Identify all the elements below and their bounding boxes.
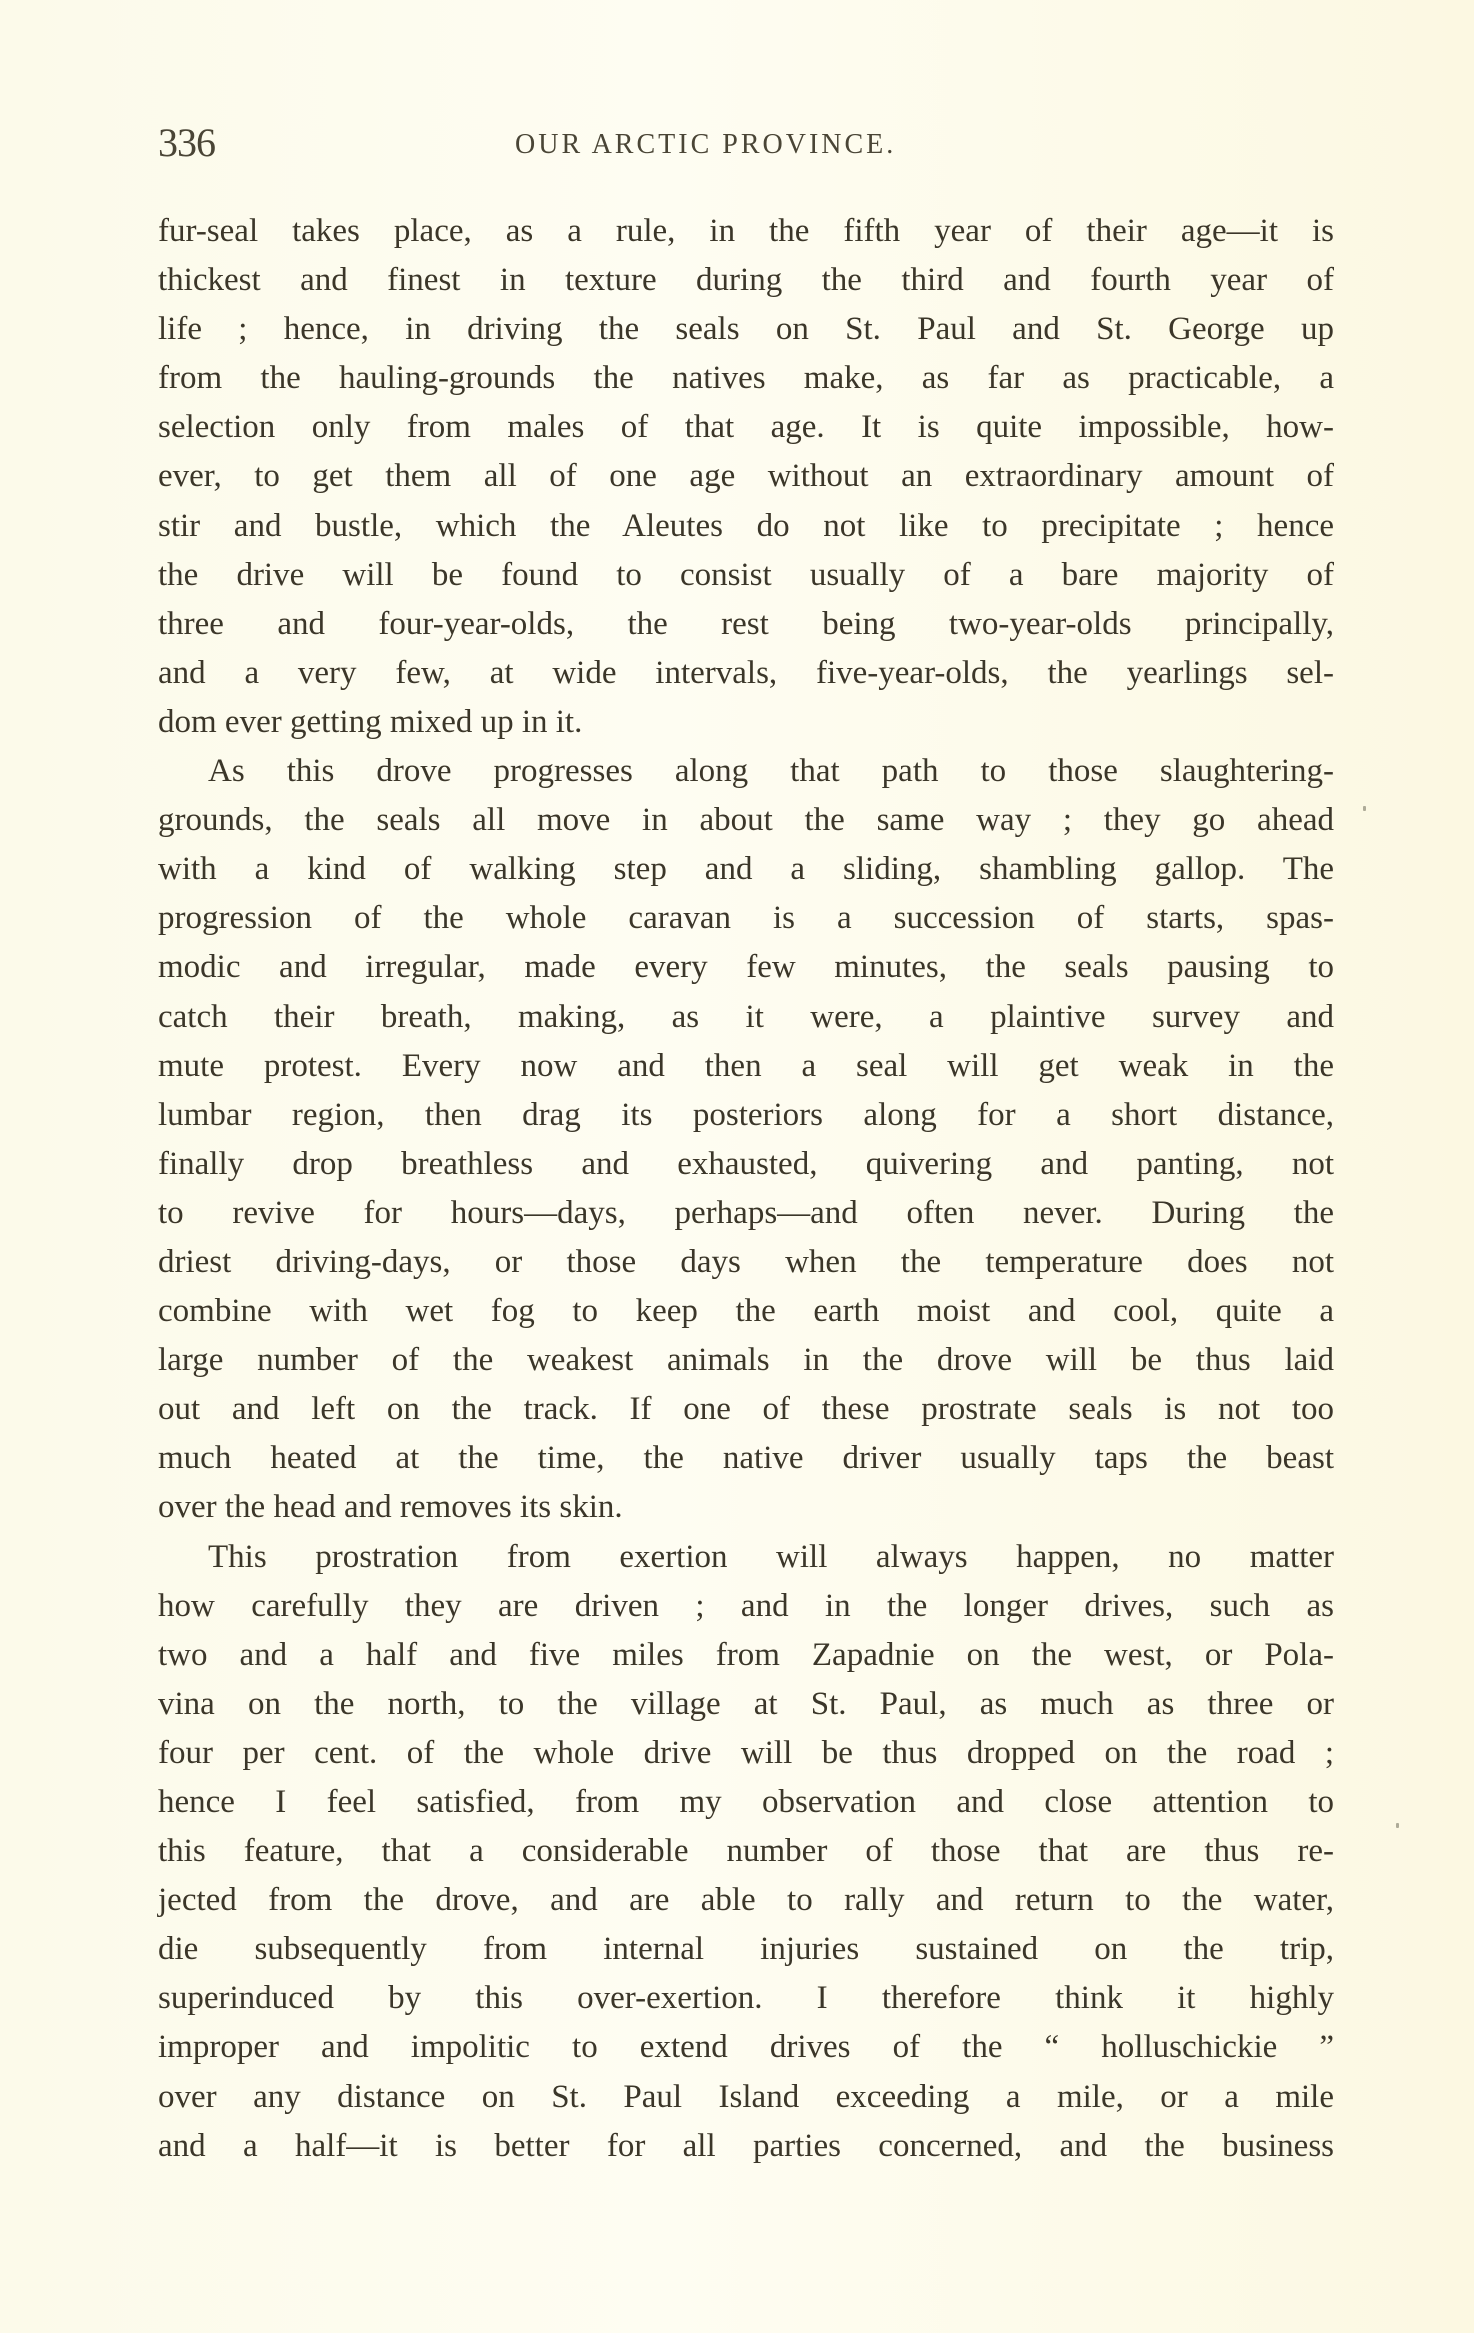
- text-line: life ; hence, in driving the seals on St. Paul and St. George up: [158, 311, 1334, 348]
- text-line: die subsequently from internal injuries sustained on the trip,: [158, 1931, 1334, 1968]
- text-line: catch their breath, making, as it were, a plaintive survey and: [158, 998, 1334, 1035]
- text-line: much heated at the time, the native driver usually taps the beast: [158, 1440, 1334, 1477]
- text-line: four per cent. of the whole drive will be thus dropped on the road ;: [158, 1734, 1334, 1771]
- paragraph-1: [158, 207, 1334, 747]
- text-line: hence I feel satisfied, from my observation and close attention to: [158, 1784, 1334, 1820]
- text-line: stir and bustle, which the Aleutes do not like to precipitate ; hence: [158, 507, 1334, 544]
- text-line: modic and irregular, made every few minutes, the seals pausing to: [158, 949, 1334, 986]
- text-line: superinduced by this over-exertion. I therefore think it highly: [158, 1980, 1334, 2017]
- print-speck: [1363, 806, 1366, 811]
- text-line: fur-seal takes place, as a rule, in the fifth year of their age—it is: [158, 213, 1334, 249]
- text-line: vina on the north, to the village at St. Paul, as much as three or: [158, 1685, 1334, 1722]
- text-line: with a kind of walking step and a sliding, shambling gallop. The: [158, 851, 1334, 888]
- text-line: This prostration from exertion will always happen, no matter: [208, 1538, 1334, 1575]
- text-line: As this drove progresses along that path to those slaughtering-: [208, 753, 1334, 790]
- text-line: driest driving-days, or those days when the temperature does not: [158, 1243, 1334, 1280]
- text-line: progression of the whole caravan is a succession of starts, spas-: [158, 900, 1334, 937]
- text-line: improper and impolitic to extend drives of the “ holluschickie ”: [158, 2029, 1334, 2066]
- print-speck: [1396, 1823, 1399, 1828]
- text-line: over any distance on St. Paul Island exceeding a mile, or a mile: [158, 2078, 1334, 2115]
- text-line: lumbar region, then drag its posteriors along for a short distance,: [158, 1096, 1334, 1133]
- text-line: to revive for hours—days, perhaps—and often never. During the: [158, 1194, 1334, 1231]
- paragraph-2: [158, 747, 1334, 1533]
- text-line: finally drop breathless and exhausted, quivering and panting, not: [158, 1145, 1334, 1182]
- body-text: [158, 207, 1334, 2171]
- text-line: and a very few, at wide intervals, five-year-olds, the yearlings sel-: [158, 654, 1334, 691]
- text-line: grounds, the seals all move in about the same way ; they go ahead: [158, 802, 1334, 839]
- text-line: three and four-year-olds, the rest being two-year-olds principally,: [158, 605, 1334, 642]
- text-line: and a half—it is better for all parties concerned, and the business: [158, 2127, 1334, 2164]
- page-number: 336: [158, 120, 215, 165]
- text-line: two and a half and five miles from Zapadnie on the west, or Pola-: [158, 1636, 1334, 1673]
- text-line: thickest and finest in texture during the third and fourth year of: [158, 262, 1334, 299]
- text-line: out and left on the track. If one of these prostrate seals is not too: [158, 1391, 1334, 1428]
- text-line: over the head and removes its skin.: [158, 1489, 623, 1526]
- text-line: dom ever getting mixed up in it.: [158, 703, 583, 740]
- text-line: how carefully they are driven ; and in the longer drives, such as: [158, 1587, 1334, 1624]
- text-line: the drive will be found to consist usually of a bare majority of: [158, 556, 1334, 593]
- text-line: ever, to get them all of one age without an extraordinary amount of: [158, 458, 1334, 495]
- running-title: OUR ARCTIC PROVINCE.: [515, 129, 897, 160]
- text-line: from the hauling-grounds the natives make, as far as practicable, a: [158, 360, 1334, 397]
- text-line: jected from the drove, and are able to rally and return to the water,: [158, 1882, 1334, 1919]
- page-header: [158, 118, 1334, 168]
- text-line: mute protest. Every now and then a seal will get weak in the: [158, 1047, 1334, 1084]
- text-line: this feature, that a considerable number of those that are thus re-: [158, 1833, 1334, 1870]
- text-line: selection only from males of that age. It is quite impossible, how-: [158, 409, 1334, 446]
- text-line: large number of the weakest animals in the drove will be thus laid: [158, 1342, 1334, 1379]
- text-line: combine with wet fog to keep the earth moist and cool, quite a: [158, 1293, 1334, 1330]
- paragraph-3: [158, 1533, 1334, 2171]
